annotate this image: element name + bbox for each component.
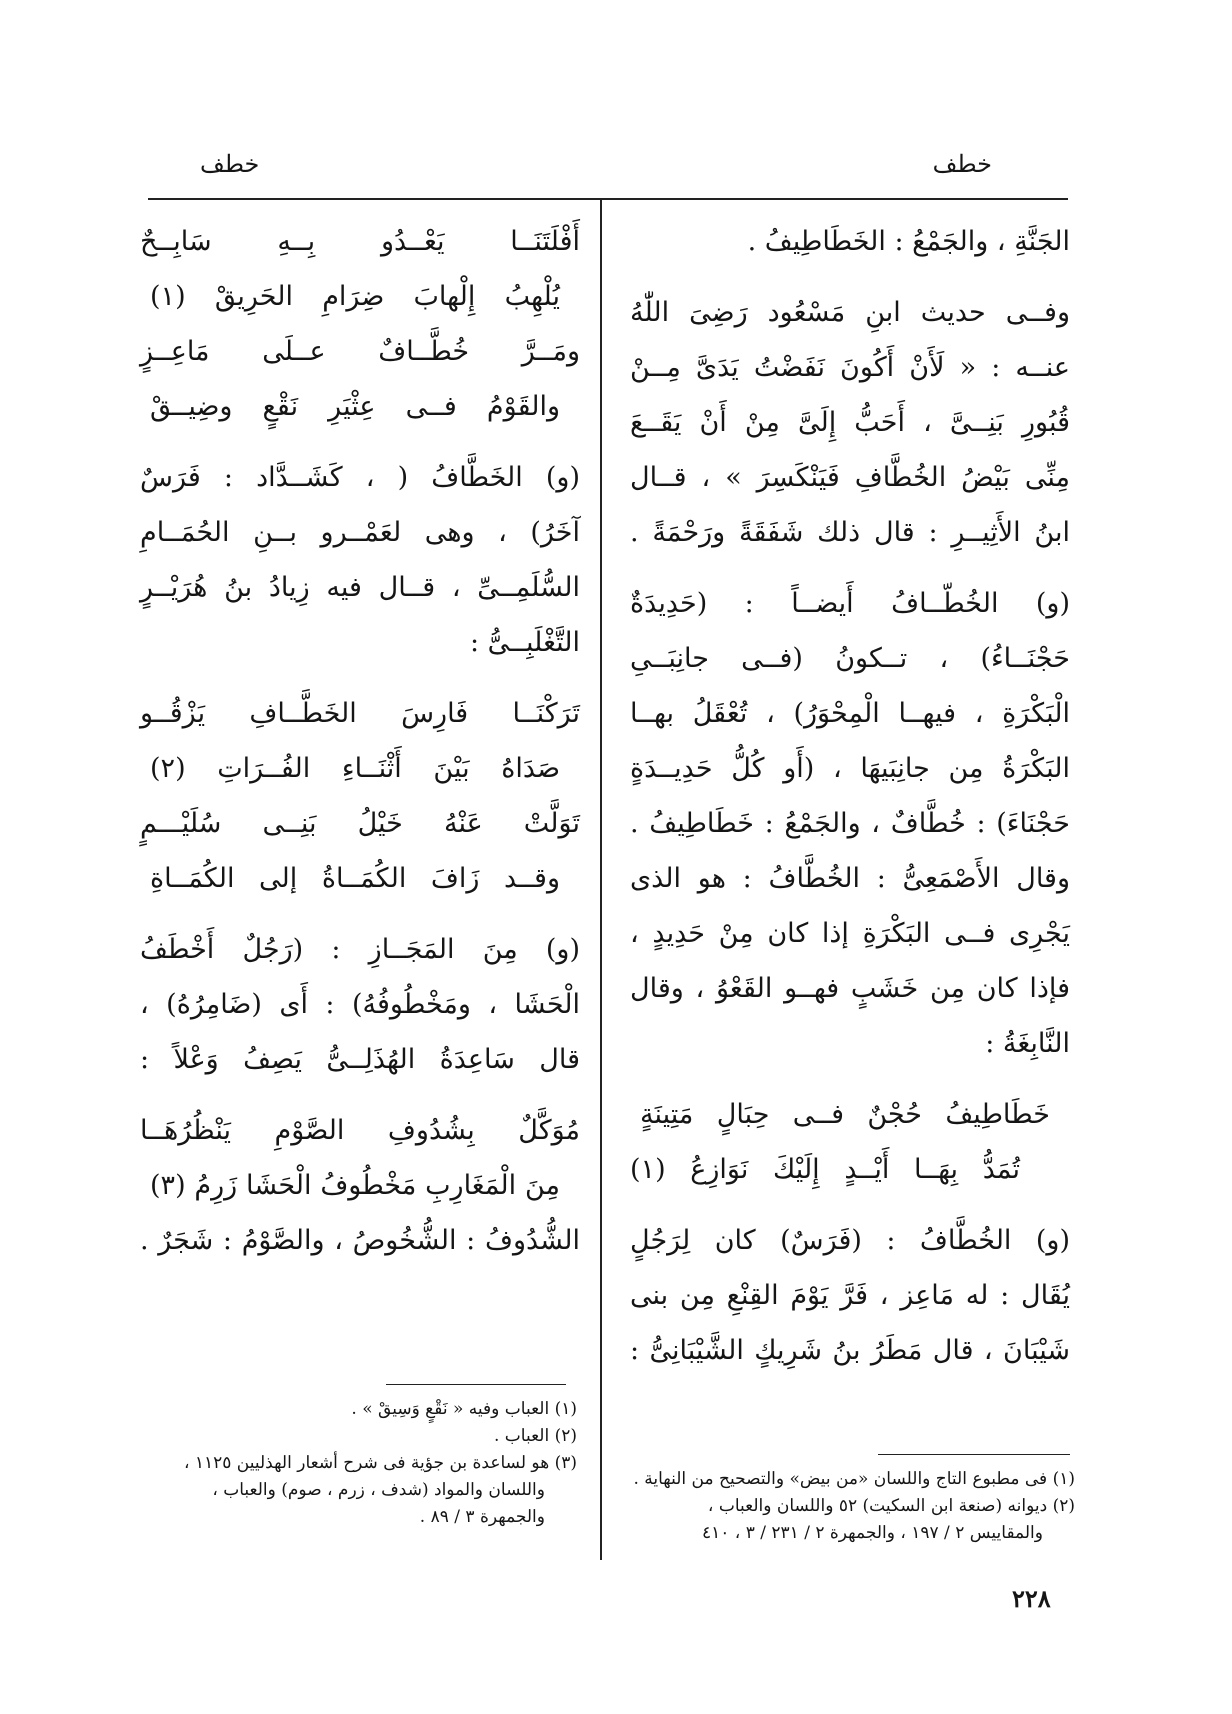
text-line: وفــى حديث ابنِ مَسْعُود رَضِىَ اللّٰهُ bbox=[630, 297, 1070, 328]
text-line: عنــه : « لَأَنْ أَكُونَ نَفَضْتُ يَدَىَّ مِــنْ bbox=[630, 352, 1070, 383]
text-line: آخَرُ) ، وهى لعَمْــرو بــنِ الحُمَــامِ bbox=[140, 517, 580, 548]
footnote: والمقاييس ٢ / ١٩٧ ، والجمهرة ٢ / ٢٣١ / ٣ ، ٤١٠ bbox=[702, 1523, 1043, 1543]
footnote: (١) العباب وفيه « نَقْعٍ وَسِيقْ » . bbox=[351, 1399, 577, 1419]
footnote: (٢) العباب . bbox=[493, 1426, 577, 1446]
verse-line: تُمَدُّ بِهَــا أَيْــدٍ إِلَيْكَ نَوَازِعُ (١) bbox=[630, 1154, 1020, 1185]
verse-line: وقــد زَافَ الكُمَــاةُ إلى الكُمَــاةِ bbox=[150, 863, 560, 894]
text-line: وقال الأَصْمَعِىُّ : الخُطَّافُ : هو الذى bbox=[630, 863, 1070, 894]
text-line: حَجْنَــاءُ) ، تــكونُ (فــى جانِبَــىِ bbox=[630, 643, 1070, 674]
text-line: يُقَال : له مَاعِز ، فَرَّ يَوْمَ القِنْعِ مِن بنى bbox=[630, 1280, 1070, 1311]
text-line: (و) الخُطّــافُ أَيضــاً : (حَدِيدَةٌ bbox=[630, 588, 1070, 619]
text-line: مِنِّى بَيْضُ الخُطَّافِ فَيَنْكَسِرَ » ، قــال bbox=[630, 462, 1070, 493]
footnote: (٣) هو لساعدة بن جؤية فى شرح أشعار الهذليين ١١٢٥ ، bbox=[183, 1453, 577, 1473]
header-rule bbox=[148, 198, 1068, 200]
footnote: (٢) ديوانه (صنعة ابن السكيت) ٥٢ واللسان والعباب ، bbox=[707, 1496, 1075, 1516]
text-line: شَيْبَانَ ، قال مَطَرُ بنُ شَرِيكٍ الشَّيْبَانِىُّ : bbox=[630, 1335, 1070, 1366]
text-line: ابنُ الأَثِيــرِ : قال ذلك شَفَقَةً ورَحْمَةً . bbox=[630, 517, 1070, 548]
verse-line: مِنَ الْمَغَارِبِ مَخْطُوفُ الْحَشَا زَرِمُ (٣) bbox=[150, 1170, 560, 1201]
text-line: الجَنَّةِ ، والجَمْعُ : الخَطَاطِيفُ . bbox=[747, 226, 1070, 257]
footnote: (١) فى مطبوع التاج واللسان «من بيض» والتصحيح من النهاية . bbox=[633, 1469, 1075, 1489]
text-line: (و) الخُطَّافُ : (فَرَسٌ) كان لِرَجُلٍ bbox=[630, 1225, 1070, 1256]
verse-line: خَطَاطِيفُ حُجْنٌ فــى حِبَالٍ مَتِينَةٍ bbox=[640, 1099, 1050, 1130]
text-line: البَكْرَةُ مِن جانِبَيهَا ، (أَو كُلُّ حَدِيــدَةٍ bbox=[630, 753, 1070, 784]
footnote: واللسان والمواد (شدف ، زرم ، صوم) والعباب ، bbox=[212, 1480, 545, 1500]
text-line: الْبَكْرَةِ ، فيهــا الْمِحْوَرُ) ، تُعْقَلُ بهــا bbox=[630, 698, 1070, 729]
text-line: الْحَشَا ، ومَخْطُوفُهُ) : أَى (ضَامِرُهُ) ، bbox=[140, 989, 580, 1020]
footnote-rule-right bbox=[878, 1454, 1070, 1455]
right-column bbox=[630, 214, 1070, 1378]
running-header-left: خطف bbox=[200, 150, 260, 178]
footnotes-left bbox=[183, 1396, 577, 1531]
text-line: التَّغْلَبِــىُّ : bbox=[470, 627, 580, 658]
text-line: النَّابِغَةُ : bbox=[985, 1028, 1070, 1059]
footnotes-right bbox=[633, 1466, 1075, 1547]
text-line: حَجْنَاءَ) : خُطَّافٌ ، والجَمْعُ : خَطَاطِيفُ . bbox=[630, 808, 1070, 839]
left-column bbox=[140, 214, 580, 1268]
text-line: الشُّدُوفُ : الشُّخُوصُ ، والصَّوْمُ : شَجَرٌ . bbox=[140, 1225, 580, 1256]
text-line: يَجْرِى فــى البَكْرَةِ إذا كان مِنْ حَدِيدٍ ، bbox=[630, 918, 1070, 949]
verse-line: يُلْهِبُ إِلْهابَ ضِرَامِ الحَرِيقْ (١) bbox=[150, 281, 560, 312]
verse-line: تَرَكْنَــا فَارِسَ الخَطَّــافِ يَزْقُــو bbox=[140, 698, 580, 729]
column-divider bbox=[600, 200, 602, 1560]
footnote: والجمهرة ٣ / ٨٩ . bbox=[419, 1507, 545, 1527]
verse-line: تَوَلَّتْ عَنْهُ خَيْلُ بَنِــى سُلَيْـــمٍ bbox=[140, 808, 580, 839]
running-header-right: خطف bbox=[932, 150, 992, 178]
page-number: ٢٢٨ bbox=[1012, 1584, 1051, 1613]
text-line: قُبُورِ بَنِــىَّ ، أَحَبُّ إِلَىَّ مِنْ أَنْ يَقَــعَ bbox=[630, 407, 1070, 438]
verse-line: والقَوْمُ فــى عِثْيَرِ نَقْعٍ وضِيــقْ bbox=[150, 391, 560, 422]
verse-line: أَفْلَتَنَــا يَعْــدُو بِــهِ سَابِــحٌ bbox=[140, 226, 580, 257]
footnote-rule-left bbox=[386, 1384, 566, 1385]
text-line: (و) الخَطَّافُ ( ، كَشَــدَّاد : فَرَسٌ bbox=[140, 462, 580, 493]
text-line: فإذا كان مِن خَشَبٍ فهــو القَعْوُ ، وقال bbox=[630, 973, 1070, 1004]
text-line: قال سَاعِدَةُ الهُذَلِــىُّ يَصِفُ وَعْلاً : bbox=[140, 1044, 580, 1075]
verse-line: ومَــرَّ خُطَّــافٌ عــلَى مَاعِــزٍ bbox=[140, 336, 580, 367]
verse-line: صَدَاهُ بَيْنَ أَثْنَــاءِ الفُــرَاتِ (٢) bbox=[150, 753, 560, 784]
text-line: (و) مِنَ المَجَــازِ : (رَجُلٌ أَخْطَفُ bbox=[140, 934, 580, 965]
text-line: السُّلَمِــىِّ ، قــال فيه زِيادُ بنُ هُرَيْــرٍ bbox=[140, 572, 580, 603]
verse-line: مُوَكَّلٌ بِشُدُوفِ الصَّوْمِ يَنْظُرُهَــا bbox=[140, 1115, 580, 1146]
